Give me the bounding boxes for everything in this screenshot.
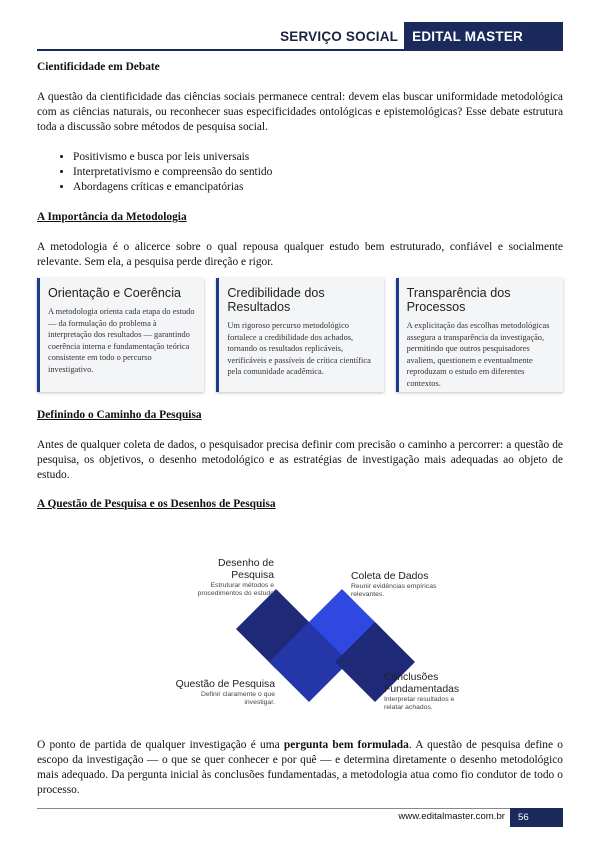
paragraph-caminho: Antes de qualquer coleta de dados, o pesquisador precisa definir com precisão o caminho a percorrer: a questão de pesquisa, os objetivos, o desenho metodológico e as estratégias de investigação mais adequadas ao objeto de estudo. [37, 439, 563, 481]
label-subtitle: Definir claramente o que [200, 691, 275, 698]
label-title: Conclusões [384, 672, 439, 683]
label-coleta [351, 571, 481, 599]
label-subtitle: relatar achados. [384, 704, 433, 711]
label-subtitle: Interpretar resultados e [384, 696, 455, 703]
header-divider [37, 49, 563, 51]
main-content [37, 60, 563, 270]
footer-divider [37, 808, 563, 809]
section-heading-questao: A Questão de Pesquisa e os Desenhos de Pesquisa [37, 498, 276, 510]
label-subtitle: Estruturar métodos e [210, 582, 274, 589]
label-subtitle: investigar. [244, 699, 275, 706]
section-heading-importancia: A Importância da Metodologia [37, 211, 187, 223]
page-number: 56 [510, 808, 563, 827]
label-subtitle: relevantes. [351, 591, 385, 598]
closing-content [37, 738, 563, 798]
label-title: Pesquisa [231, 570, 274, 581]
paragraph-cientificidade: A questão da cientificidade das ciências sociais permanece central: devem elas buscar uniformidade metodológica com as ciências naturais, ou reconhecer suas especificidades ontológicas e epistemológicas? Esse debate estrutura toda a discussão sobre métodos de pesquisa social. [37, 91, 563, 133]
card-title: Transparência dos Processos [406, 286, 511, 314]
research-process-diagram [0, 540, 600, 740]
label-conclusoes [384, 672, 504, 712]
card-title: Credibilidade dos Resultados [227, 286, 325, 314]
paragraph-importancia: A metodologia é o alicerce sobre o qual repousa qualquer estudo bem estruturado, confiável e socialmente relevante. Sem ela, a pesquisa perde direção e rigor. [37, 241, 563, 268]
label-title: Coleta de Dados [351, 571, 429, 582]
paragraph-questao [37, 738, 563, 798]
diamond-graphic [0, 540, 600, 740]
section-heading-cientificidade: Cientificidade em Debate [37, 61, 160, 73]
label-title: Questão de Pesquisa [175, 679, 275, 690]
card-body: Um rigoroso percurso metodológico fortalece a credibilidade dos achados, tornando os resultados replicáveis, verificáveis e passíveis de crítica científica pela comunidade acadêmica. [227, 321, 371, 376]
card-transparencia [396, 278, 563, 392]
label-title: Desenho de [217, 558, 274, 569]
card-orientacao [37, 278, 204, 392]
bullet-list [37, 150, 563, 195]
footer-url: www.editalmaster.com.br [398, 811, 505, 822]
card-credibilidade [216, 278, 383, 392]
card-title: Orientação e Coerência [48, 286, 182, 300]
text-run: . A questão de pesquisa define o escopo da investigação — o que se quer conhecer e por quê — e determina diretamente o desenho metodológico mais adequado. Da pergunta inicial às conclusões fundamentadas, a metodologia atua como fio condutor de todo o processo. [37, 739, 563, 796]
list-item: • Abordagens críticas e emancipatórias [73, 180, 563, 195]
text-emphasis: pergunta bem formulada [283, 739, 409, 751]
header-brand: EDITAL MASTER [404, 22, 563, 50]
card-body: A explicitação das escolhas metodológicas assegura a transparência da investigação, permitindo que outros pesquisadores avaliem, questionem e eventualmente reproduzam o estudo em diferentes contextos. [406, 321, 550, 388]
label-questao [170, 679, 275, 707]
lower-content [37, 408, 563, 512]
label-subtitle: procedimentos do estudo [197, 590, 274, 597]
list-item: • Positivismo e busca por leis universais [73, 150, 563, 165]
header-subject: SERVIÇO SOCIAL [280, 28, 399, 44]
label-subtitle: Reunir evidências empíricas [351, 583, 437, 590]
list-item: • Interpretativismo e compreensão do sentido [73, 165, 563, 180]
section-heading-caminho: Definindo o Caminho da Pesquisa [37, 409, 202, 421]
feature-cards [37, 278, 563, 392]
label-desenho [164, 558, 274, 598]
label-title: Fundamentadas [384, 684, 460, 695]
card-body: A metodologia orienta cada etapa do estudo — da formulação do problema à interpretação dos resultados — garantindo coerência interna e fundamentação teórica consistente em todo o percurso investigativo. [48, 307, 195, 374]
page-header [280, 22, 563, 50]
text-run: O ponto de partida de qualquer investigação é uma [37, 739, 284, 751]
